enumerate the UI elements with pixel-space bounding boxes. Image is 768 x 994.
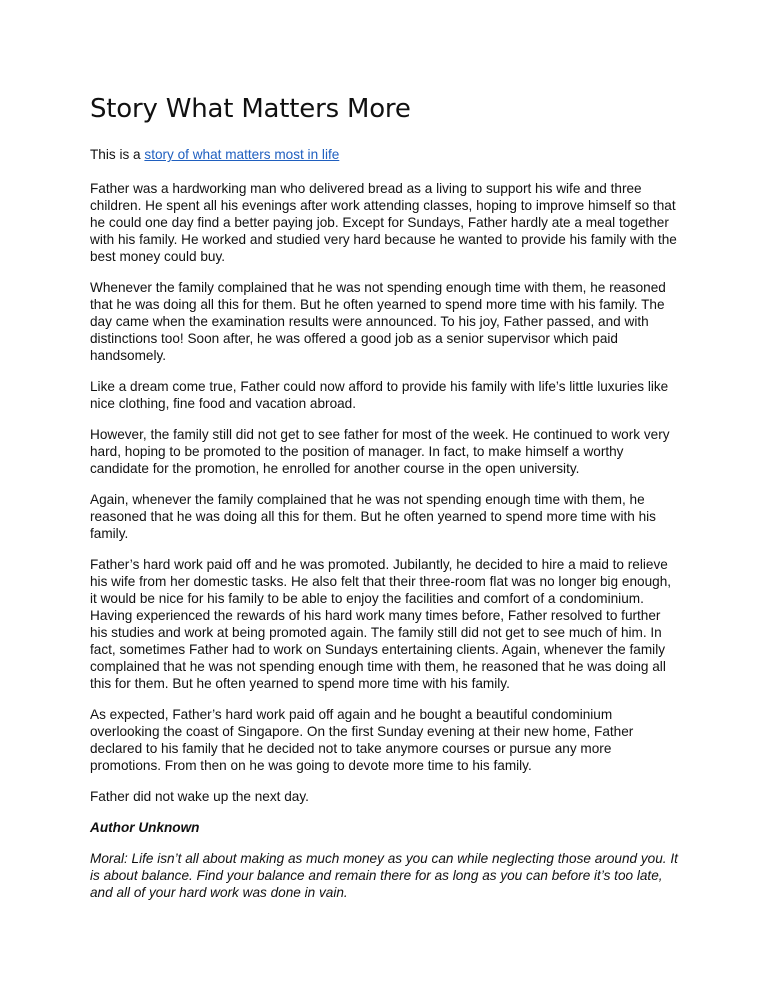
intro-prefix: This is a <box>90 147 145 162</box>
story-paragraph: Whenever the family complained that he was not spending enough time with them, he reasoned that he was doing all this for them. But he often yearned to spend more time with his family. The day came when the examination results were announced. To his joy, Father passed, and with distinctions too! Soon after, he was offered a good job as a senior supervisor which paid handsomely. <box>90 280 666 363</box>
story-paragraph: Father did not wake up the next day. <box>90 789 309 804</box>
story-link[interactable]: story of what matters most in life <box>144 147 340 162</box>
intro-line <box>90 146 680 163</box>
story-paragraph: Like a dream come true, Father could now afford to provide his family with life’s little luxuries like nice clothing, fine food and vacation abroad. <box>90 379 669 411</box>
author-credit: Author Unknown <box>90 820 200 835</box>
story-paragraph: However, the family still did not get to see father for most of the week. He continued to work very hard, hoping to be promoted to the position of manager. In fact, to make himself a worthy candidate for the promotion, he enrolled for another course in the open university. <box>90 427 670 476</box>
moral-text: Moral: Life isn’t all about making as much money as you can while neglecting those around you. It is about balance. Find your balance and remain there for as long as you can before it’s too late, and all of your hard work was done in vain. <box>90 851 678 900</box>
page-title: Story What Matters More <box>90 94 411 124</box>
story-paragraph: Father was a hardworking man who delivered bread as a living to support his wife and three children. He spent all his evenings after work attending classes, hoping to improve himself so that he could one day find a better paying job. Except for Sundays, Father hardly ate a meal together with his family. He worked and studied very hard because he wanted to provide his family with the best money could buy. <box>90 181 677 264</box>
story-paragraph: Again, whenever the family complained that he was not spending enough time with them, he reasoned that he was doing all this for them. But he often yearned to spend more time with his family. <box>90 492 656 541</box>
story-paragraph: Father’s hard work paid off and he was promoted. Jubilantly, he decided to hire a maid to relieve his wife from her domestic tasks. He also felt that their three-room flat was no longer big enough, it would be nice for his family to be able to enjoy the facilities and comfort of a condominium. Having experienced the rewards of his hard work many times before, Father resolved to further his studies and work at being promoted again. The family still did not get to see much of him. In fact, sometimes Father had to work on Sundays entertaining clients. Again, whenever the family complained that he was not spending enough time with them, he reasoned that he was doing all this for them. But he often yearned to spend more time with his family. <box>90 557 672 691</box>
story-paragraph: As expected, Father’s hard work paid off again and he bought a beautiful condominium overlooking the coast of Singapore. On the first Sunday evening at their new home, Father declared to his family that he decided not to take anymore courses or pursue any more promotions. From then on he was going to devote more time to his family. <box>90 707 634 773</box>
document-page <box>90 92 680 901</box>
